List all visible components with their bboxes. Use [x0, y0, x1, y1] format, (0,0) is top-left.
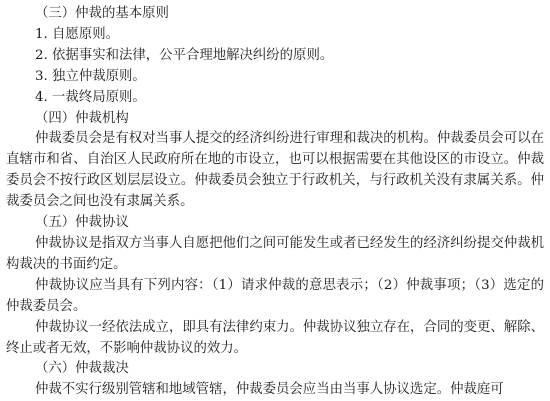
paragraph: 仲裁协议是指双方当事人自愿把他们之间可能发生或者已经发生的经济纠纷提交仲裁机构裁决的书面约定。	[6, 235, 544, 272]
paragraph: 仲裁协议一经依法成立，即具有法律约束力。仲裁协议独立存在，合同的变更、解除、终止或者无效，不影响仲裁协议的效力。	[6, 319, 544, 356]
section-heading-institution: （四）仲裁机构	[35, 110, 129, 126]
paragraph: 仲裁协议应当具有下列内容：（1）请求仲裁的意思表示；（2）仲裁事项；（3）选定的仲裁委员会。	[6, 277, 544, 314]
list-item: 2. 依据事实和法律，公平合理地解决纠纷的原则。	[35, 47, 334, 63]
list-item: 1. 自愿原则。	[35, 26, 119, 42]
section-heading-agreement: （五）仲裁协议	[35, 215, 129, 231]
list-item: 3. 独立仲裁原则。	[35, 68, 146, 84]
paragraph: 仲裁不实行级别管辖和地域管辖，仲裁委员会应当由当事人协议选定。仲裁庭可	[35, 382, 504, 398]
section-heading-award: （六）仲裁裁决	[35, 361, 129, 377]
section-heading-principles: （三）仲裁的基本原则	[35, 6, 169, 21]
paragraph: 仲裁委员会是有权对当事人提交的经济纠纷进行审理和裁决的机构。仲裁委员会可以在直辖市和省、自治区人民政府所在地的市设立，也可以根据需要在其他设区的市设立。仲裁委员会不按行政区划层层设立。仲裁委员会独立于行政机关，与行政机关没有隶属关系。仲裁委员会之间也没有隶属关系。	[6, 131, 544, 210]
list-item: 4. 一裁终局原则。	[35, 89, 146, 105]
